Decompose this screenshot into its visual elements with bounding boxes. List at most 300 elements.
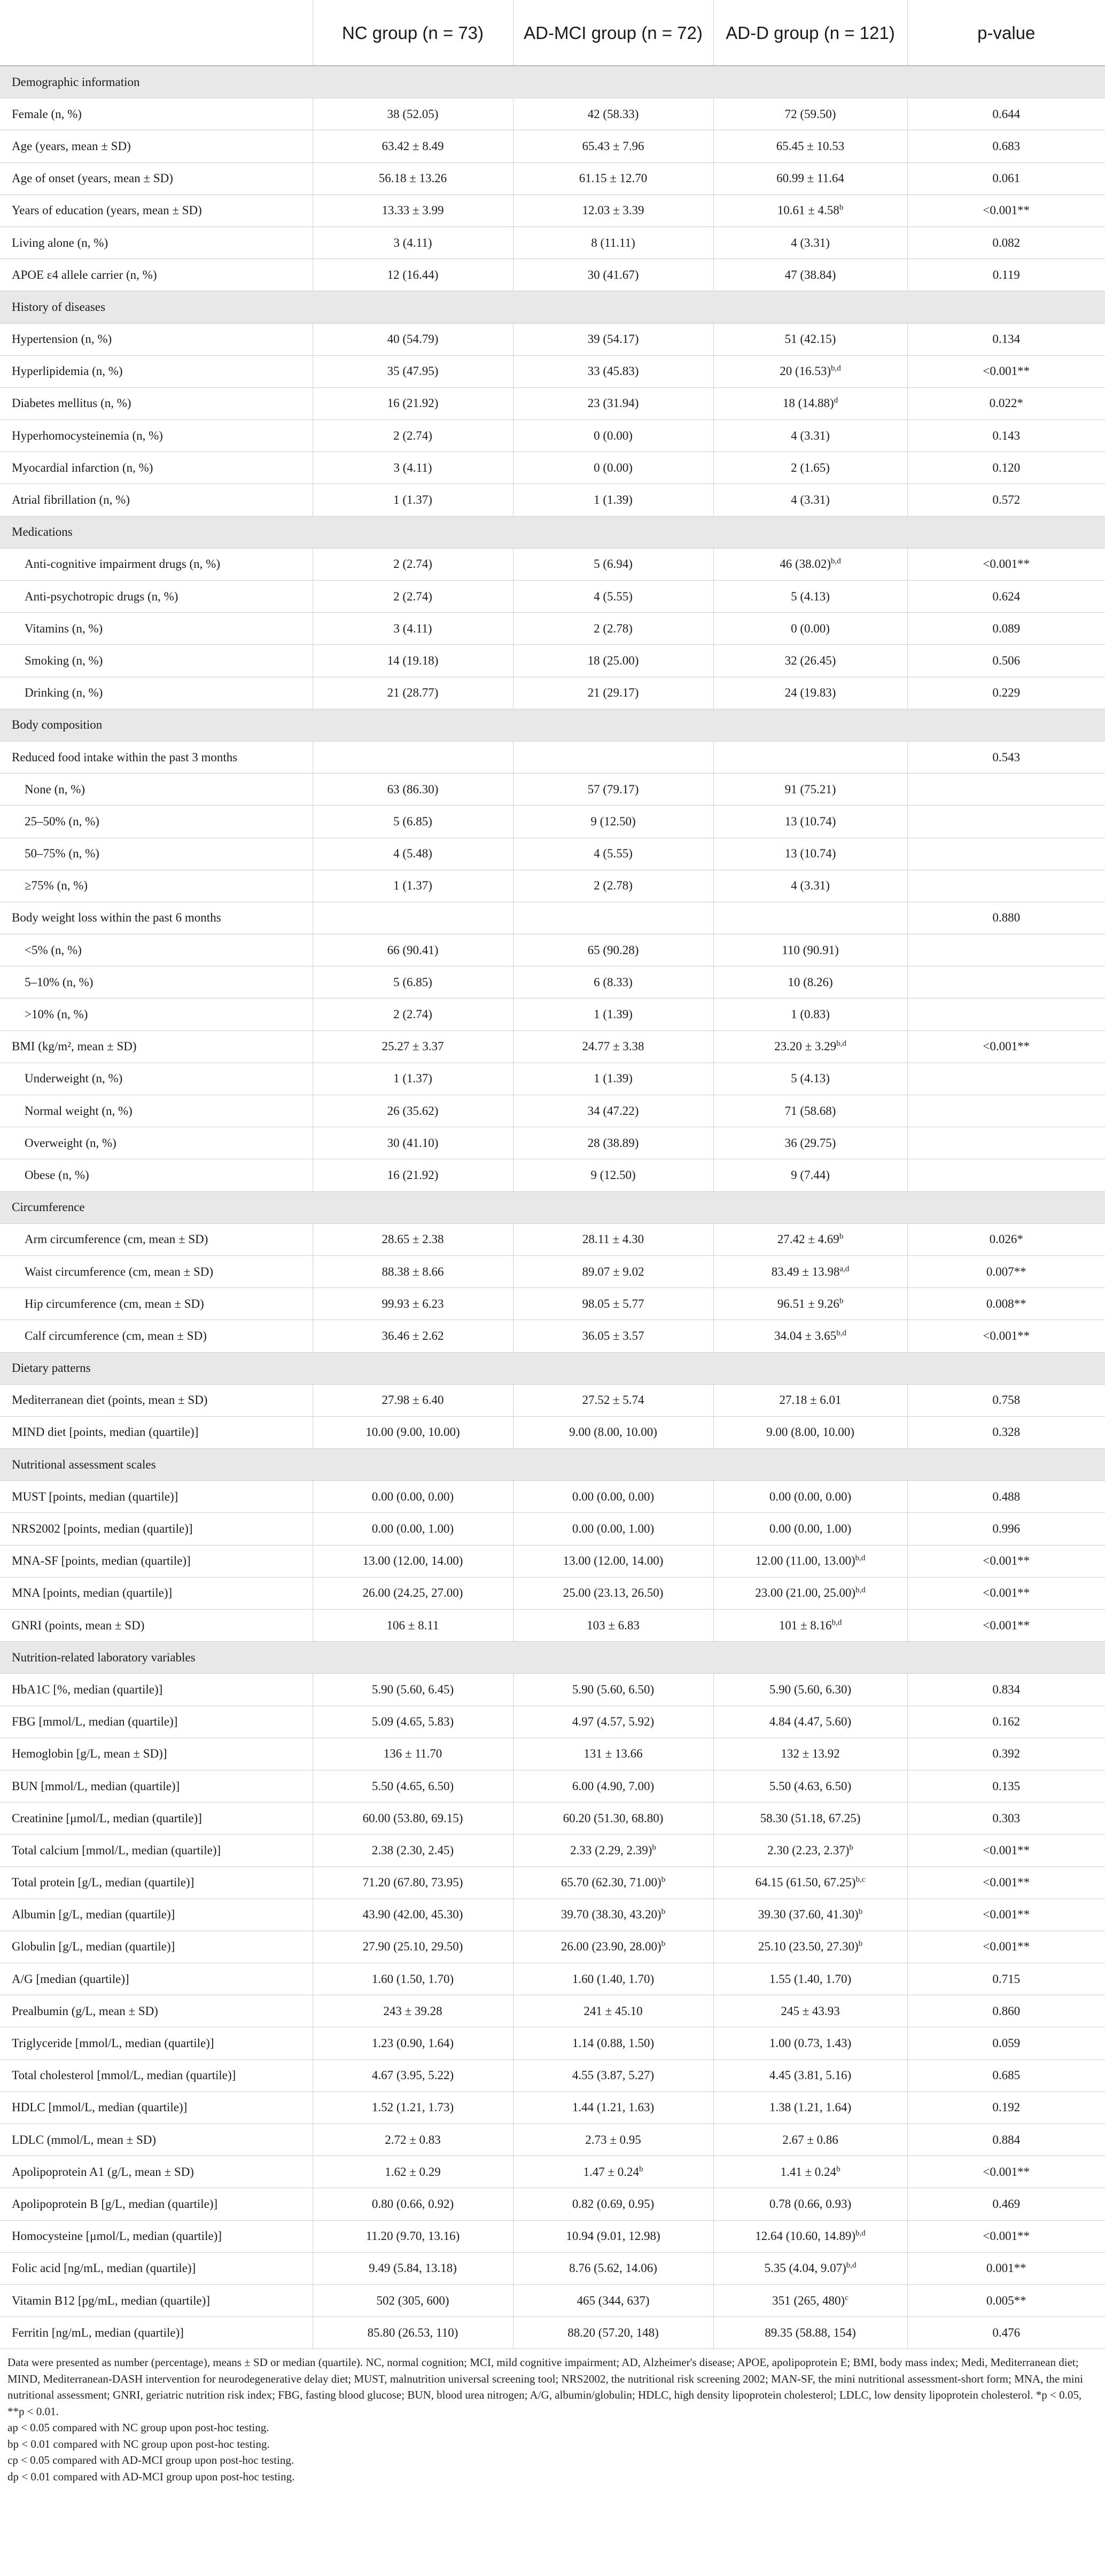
- p-value-cell: [907, 323, 1105, 355]
- nc-value-cell-text: 1.60 (1.50, 1.70): [371, 1972, 454, 1986]
- ad-d-value-cell-text: 24 (19.83): [784, 686, 836, 700]
- ad-d-value-cell-text: 91 (75.21): [784, 782, 836, 796]
- ad-d-value-cell-text: 18 (14.88): [782, 396, 834, 410]
- ad-d-value-cell-text: 20 (16.53): [780, 364, 831, 378]
- nc-value-cell-text: 10.00 (9.00, 10.00): [365, 1425, 460, 1439]
- nc-value-cell: [313, 1738, 513, 1770]
- ad-mci-value-cell: [513, 1577, 713, 1609]
- ad-d-value-cell: [713, 2124, 907, 2156]
- p-value-cell-text: <0.001**: [983, 557, 1030, 571]
- table-row: [0, 934, 1105, 966]
- p-value-cell-text: 0.007**: [986, 1264, 1026, 1278]
- header-p-value: p-value: [907, 0, 1105, 66]
- ad-d-value-cell-text: 1.55 (1.40, 1.70): [769, 1972, 852, 1986]
- variable-cell-text: Normal weight (n, %): [25, 1104, 133, 1118]
- ad-mci-value-cell: [513, 355, 713, 387]
- variable-cell-text: Hypertension (n, %): [12, 332, 112, 346]
- variable-cell-text: 25–50% (n, %): [25, 814, 99, 828]
- table-row: [0, 1674, 1105, 1706]
- nc-value-cell-text: 4 (5.48): [393, 847, 432, 861]
- variable-cell-text: Myocardial infarction (n, %): [12, 460, 153, 474]
- nc-value-cell-text: 0.80 (0.66, 0.92): [371, 2197, 454, 2211]
- ad-d-value-cell: [713, 2220, 907, 2252]
- table-row: [0, 581, 1105, 613]
- variable-cell: [0, 2027, 313, 2059]
- p-value-cell-text: 0.192: [992, 2101, 1021, 2114]
- ad-mci-value-cell: [513, 194, 713, 227]
- p-value-cell-text: 0.059: [992, 2036, 1021, 2050]
- table-row: [0, 259, 1105, 291]
- ad-mci-value-cell: [513, 1835, 713, 1867]
- variable-cell-text: Age (years, mean ± SD): [12, 139, 131, 153]
- ad-mci-value-cell: [513, 1159, 713, 1191]
- nc-value-cell-text: 0.00 (0.00, 0.00): [371, 1489, 454, 1503]
- p-value-cell: [907, 1835, 1105, 1867]
- nc-value-cell-text: 12 (16.44): [387, 268, 439, 282]
- table-row: [0, 1384, 1105, 1416]
- ad-mci-value-cell: [513, 1416, 713, 1448]
- ad-mci-value-cell-text: 131 ± 13.66: [583, 1747, 643, 1761]
- table-row: [0, 1931, 1105, 1963]
- ad-mci-value-cell-text: 39 (54.17): [587, 332, 639, 346]
- nc-value-cell: [313, 1513, 513, 1545]
- ad-d-value-cell-text: 1 (0.83): [791, 1008, 830, 1021]
- footnote-marker: d: [834, 396, 838, 405]
- ad-mci-value-cell-text: 103 ± 6.83: [587, 1618, 640, 1632]
- variable-cell: [0, 1513, 313, 1545]
- nc-value-cell: [313, 420, 513, 452]
- table-row: [0, 1481, 1105, 1513]
- variable-cell: [0, 227, 313, 259]
- nc-value-cell: [313, 355, 513, 387]
- ad-d-value-cell-text: 23.20 ± 3.29: [774, 1040, 837, 1053]
- variable-cell: [0, 98, 313, 130]
- ad-mci-value-cell-text: 65.70 (62.30, 71.00): [561, 1876, 662, 1890]
- ad-d-value-cell-text: 110 (90.91): [782, 943, 839, 957]
- p-value-cell: [907, 613, 1105, 645]
- nc-value-cell: [313, 1770, 513, 1802]
- section-header-row: [0, 1352, 1105, 1384]
- nc-value-cell-text: 66 (90.41): [387, 943, 439, 957]
- header-variable: [0, 0, 313, 66]
- variable-cell: [0, 870, 313, 902]
- table-row: [0, 1223, 1105, 1255]
- ad-d-value-cell: [713, 2059, 907, 2091]
- p-value-cell-text: 0.476: [992, 2325, 1021, 2339]
- variable-cell-text: GNRI (points, mean ± SD): [12, 1618, 145, 1632]
- ad-mci-value-cell-text: 23 (31.94): [587, 396, 639, 410]
- p-value-cell: [907, 420, 1105, 452]
- ad-d-value-cell: [713, 1384, 907, 1416]
- header-row: [0, 0, 1105, 66]
- nc-value-cell-text: 28.65 ± 2.38: [382, 1232, 444, 1246]
- variable-cell: [0, 1738, 313, 1770]
- variable-cell: [0, 1255, 313, 1287]
- p-value-cell-text: 0.089: [992, 621, 1021, 635]
- nc-value-cell-text: 5 (6.85): [393, 975, 432, 989]
- nc-value-cell: [313, 1545, 513, 1577]
- ad-mci-value-cell-text: 18 (25.00): [587, 653, 639, 667]
- p-value-cell-text: <0.001**: [983, 1940, 1030, 1954]
- table-body: [0, 66, 1105, 2349]
- variable-cell-text: Albumin [g/L, median (quartile)]: [12, 1908, 175, 1922]
- ad-mci-value-cell-text: 4 (5.55): [594, 589, 633, 603]
- variable-cell-text: Vitamin B12 [pg/mL, median (quartile)]: [12, 2293, 210, 2307]
- table-row: [0, 98, 1105, 130]
- section-header-row: [0, 709, 1105, 741]
- table-row: [0, 484, 1105, 516]
- ad-d-value-cell: [713, 806, 907, 838]
- footnote-marker: a,d: [839, 1264, 850, 1273]
- ad-d-value-cell: [713, 194, 907, 227]
- ad-d-value-cell-text: 4 (3.31): [791, 428, 830, 442]
- ad-mci-value-cell: [513, 1063, 713, 1095]
- ad-mci-value-cell: [513, 1899, 713, 1931]
- p-value-cell: [907, 1416, 1105, 1448]
- footnote-marker: b,d: [855, 1554, 866, 1563]
- nc-value-cell-text: 63 (86.30): [387, 782, 439, 796]
- table-row: [0, 162, 1105, 194]
- variable-cell-text: Ferritin [ng/mL, median (quartile)]: [12, 2325, 184, 2339]
- variable-cell-text: Globulin [g/L, median (quartile)]: [12, 1940, 175, 1954]
- nc-value-cell: [313, 2252, 513, 2284]
- ad-d-value-cell-text: 351 (265, 480): [772, 2293, 845, 2307]
- p-value-cell: [907, 1867, 1105, 1899]
- ad-mci-value-cell: [513, 2284, 713, 2316]
- p-value-cell: [907, 2188, 1105, 2220]
- ad-mci-value-cell-text: 0 (0.00): [594, 460, 633, 474]
- ad-d-value-cell: [713, 548, 907, 580]
- table-row: [0, 2220, 1105, 2252]
- variable-cell: [0, 1031, 313, 1063]
- nc-value-cell-text: 26.00 (24.25, 27.00): [362, 1586, 463, 1600]
- ad-mci-value-cell: [513, 1127, 713, 1159]
- ad-mci-value-cell-text: 1.14 (0.88, 1.50): [572, 2036, 655, 2050]
- ad-mci-value-cell: [513, 323, 713, 355]
- ad-mci-value-cell: [513, 387, 713, 419]
- ad-d-value-cell: [713, 870, 907, 902]
- ad-d-value-cell: [713, 774, 907, 806]
- variable-cell: [0, 1931, 313, 1963]
- ad-d-value-cell: [713, 1867, 907, 1899]
- nc-value-cell: [313, 1481, 513, 1513]
- ad-mci-value-cell: [513, 2252, 713, 2284]
- ad-mci-value-cell: [513, 548, 713, 580]
- ad-mci-value-cell: [513, 1770, 713, 1802]
- variable-cell-text: <5% (n, %): [25, 943, 82, 957]
- variable-cell-text: None (n, %): [25, 782, 85, 796]
- variable-cell: [0, 420, 313, 452]
- table-row: [0, 613, 1105, 645]
- nc-value-cell: [313, 2027, 513, 2059]
- ad-d-value-cell: [713, 1255, 907, 1287]
- ad-d-value-cell-text: 46 (38.02): [780, 557, 831, 571]
- p-value-cell: [907, 1899, 1105, 1931]
- variable-cell-text: Hyperlipidemia (n, %): [12, 364, 123, 378]
- nc-value-cell-text: 16 (21.92): [387, 396, 439, 410]
- nc-value-cell: [313, 1802, 513, 1835]
- variable-cell-text: Anti-cognitive impairment drugs (n, %): [25, 557, 221, 571]
- ad-d-value-cell-text: 4 (3.31): [791, 493, 830, 507]
- nc-value-cell-text: 26 (35.62): [387, 1104, 439, 1118]
- table-row: [0, 838, 1105, 870]
- ad-mci-value-cell-text: 61.15 ± 12.70: [579, 171, 648, 185]
- nc-value-cell-text: 88.38 ± 8.66: [382, 1264, 444, 1278]
- p-value-cell-text: <0.001**: [983, 1586, 1030, 1600]
- ad-d-value-cell: [713, 1288, 907, 1320]
- table-row: [0, 1577, 1105, 1609]
- table-row: [0, 1416, 1105, 1448]
- ad-mci-value-cell-text: 10.94 (9.01, 12.98): [566, 2229, 660, 2243]
- footnote-marker: b,c: [855, 1875, 866, 1884]
- ad-d-value-cell-text: 0.78 (0.66, 0.93): [769, 2197, 852, 2211]
- nc-value-cell-text: 27.98 ± 6.40: [382, 1393, 444, 1407]
- p-value-cell-text: 0.061: [992, 171, 1021, 185]
- table-row: [0, 1738, 1105, 1770]
- p-value-cell: [907, 2027, 1105, 2059]
- ad-d-value-cell-text: 12.64 (10.60, 14.89): [755, 2229, 856, 2243]
- p-value-cell-text: <0.001**: [983, 1843, 1030, 1857]
- nc-value-cell: [313, 1031, 513, 1063]
- p-value-cell-text: 0.229: [992, 686, 1021, 700]
- nc-value-cell: [313, 1320, 513, 1352]
- nc-value-cell: [313, 227, 513, 259]
- variable-cell: [0, 1706, 313, 1738]
- variable-cell-text: Drinking (n, %): [25, 686, 103, 700]
- ad-mci-value-cell-text: 1 (1.39): [594, 1008, 633, 1021]
- nc-value-cell-text: 63.42 ± 8.49: [382, 139, 444, 153]
- ad-d-value-cell-text: 27.18 ± 6.01: [779, 1393, 842, 1407]
- table-row: [0, 194, 1105, 227]
- nc-value-cell: [313, 1963, 513, 1995]
- variable-cell-text: Vitamins (n, %): [25, 621, 103, 635]
- variable-cell-text: NRS2002 [points, median (quartile)]: [12, 1522, 193, 1536]
- nc-value-cell: [313, 613, 513, 645]
- variable-cell: [0, 2156, 313, 2188]
- ad-mci-value-cell-text: 36.05 ± 3.57: [582, 1329, 644, 1342]
- nc-value-cell-text: 3 (4.11): [393, 460, 432, 474]
- ad-d-value-cell: [713, 1513, 907, 1545]
- ad-d-value-cell-text: 9.00 (8.00, 10.00): [766, 1425, 854, 1439]
- section-title: Nutrition-related laboratory variables: [0, 1642, 1105, 1674]
- variable-cell-text: Atrial fibrillation (n, %): [12, 493, 130, 507]
- section-title: Circumference: [0, 1191, 1105, 1223]
- nc-value-cell: [313, 259, 513, 291]
- variable-cell-text: Waist circumference (cm, mean ± SD): [25, 1264, 214, 1278]
- ad-d-value-cell-text: 36 (29.75): [784, 1136, 836, 1150]
- p-value-cell-text: 0.685: [992, 2068, 1021, 2082]
- ad-mci-value-cell-text: 4 (5.55): [594, 847, 633, 861]
- p-value-cell: [907, 484, 1105, 516]
- ad-d-value-cell: [713, 1481, 907, 1513]
- nc-value-cell-text: 38 (52.05): [387, 107, 439, 121]
- variable-cell: [0, 162, 313, 194]
- p-value-cell-text: <0.001**: [983, 364, 1030, 378]
- nc-value-cell-text: 71.20 (67.80, 73.95): [362, 1876, 463, 1890]
- variable-cell: [0, 998, 313, 1031]
- ad-mci-value-cell-text: 39.70 (38.30, 43.20): [561, 1908, 662, 1922]
- variable-cell-text: Hip circumference (cm, mean ± SD): [25, 1297, 204, 1310]
- nc-value-cell: [313, 1288, 513, 1320]
- nc-value-cell: [313, 1063, 513, 1095]
- ad-mci-value-cell-text: 65.43 ± 7.96: [582, 139, 644, 153]
- nc-value-cell: [313, 2220, 513, 2252]
- table-row: [0, 548, 1105, 580]
- variable-cell-text: Underweight (n, %): [25, 1072, 123, 1086]
- p-value-cell: [907, 1706, 1105, 1738]
- ad-mci-value-cell-text: 465 (344, 637): [577, 2293, 650, 2307]
- ad-d-value-cell: [713, 1802, 907, 1835]
- nc-value-cell-text: 0.00 (0.00, 1.00): [371, 1522, 454, 1536]
- p-value-cell: [907, 1770, 1105, 1802]
- table-row: [0, 774, 1105, 806]
- p-value-cell: [907, 2091, 1105, 2124]
- nc-value-cell-text: 1.52 (1.21, 1.73): [371, 2101, 454, 2114]
- nc-value-cell-text: 40 (54.79): [387, 332, 439, 346]
- header-ad-mci-group: AD-MCI group (n = 72): [513, 0, 713, 66]
- ad-d-value-cell: [713, 645, 907, 677]
- variable-cell: [0, 1802, 313, 1835]
- ad-mci-value-cell-text: 88.20 (57.20, 148): [567, 2325, 659, 2339]
- table-row: [0, 1159, 1105, 1191]
- ad-mci-value-cell-text: 21 (29.17): [587, 686, 639, 700]
- footnote-marker: b: [652, 1843, 656, 1852]
- ad-d-value-cell: [713, 741, 907, 773]
- nc-value-cell-text: 243 ± 39.28: [383, 2004, 442, 2018]
- ad-mci-value-cell: [513, 1481, 713, 1513]
- ad-mci-value-cell: [513, 452, 713, 484]
- ad-d-value-cell: [713, 1127, 907, 1159]
- p-value-cell: [907, 741, 1105, 773]
- variable-cell-text: Living alone (n, %): [12, 236, 108, 249]
- ad-d-value-cell: [713, 1159, 907, 1191]
- nc-value-cell: [313, 581, 513, 613]
- p-value-cell: [907, 902, 1105, 934]
- table-row: [0, 966, 1105, 998]
- nc-value-cell: [313, 934, 513, 966]
- variable-cell: [0, 1835, 313, 1867]
- ad-d-value-cell: [713, 934, 907, 966]
- ad-mci-value-cell-text: 57 (79.17): [587, 782, 639, 796]
- ad-d-value-cell: [713, 1770, 907, 1802]
- p-value-cell-text: 0.119: [992, 268, 1020, 282]
- footnote-marker: b,d: [855, 1586, 866, 1595]
- nc-value-cell-text: 5.90 (5.60, 6.45): [371, 1682, 454, 1696]
- section-header-row: [0, 1191, 1105, 1223]
- p-value-cell: [907, 98, 1105, 130]
- table-row: [0, 677, 1105, 709]
- ad-d-value-cell-text: 2.30 (2.23, 2.37): [767, 1843, 850, 1857]
- variable-cell-text: HbA1C [%, median (quartile)]: [12, 1682, 163, 1696]
- nc-value-cell: [313, 1706, 513, 1738]
- variable-cell: [0, 902, 313, 934]
- ad-d-value-cell: [713, 581, 907, 613]
- ad-mci-value-cell: [513, 1223, 713, 1255]
- section-header-row: [0, 1449, 1105, 1481]
- footnote-marker: b: [661, 1875, 666, 1884]
- nc-value-cell-text: 2 (2.74): [393, 428, 432, 442]
- footnote: cp < 0.05 compared with AD-MCI group upon post-hoc testing.: [7, 2454, 294, 2467]
- nc-value-cell: [313, 1867, 513, 1899]
- ad-mci-value-cell-text: 9 (12.50): [590, 814, 636, 828]
- ad-mci-value-cell-text: 34 (47.22): [587, 1104, 639, 1118]
- nc-value-cell: [313, 162, 513, 194]
- nc-value-cell-text: 136 ± 11.70: [383, 1747, 442, 1761]
- ad-d-value-cell-text: 4.45 (3.81, 5.16): [769, 2068, 852, 2082]
- ad-d-value-cell-text: 4 (3.31): [791, 879, 830, 893]
- ad-d-value-cell: [713, 1545, 907, 1577]
- table-row: [0, 2059, 1105, 2091]
- table-row: [0, 2027, 1105, 2059]
- ad-d-value-cell: [713, 1031, 907, 1063]
- p-value-cell: [907, 2124, 1105, 2156]
- variable-cell-text: Age of onset (years, mean ± SD): [12, 171, 173, 185]
- footnote: ap < 0.05 compared with NC group upon post-hoc testing.: [7, 2421, 269, 2434]
- variable-cell: [0, 2188, 313, 2220]
- variable-cell-text: Female (n, %): [12, 107, 82, 121]
- nc-value-cell-text: 2 (2.74): [393, 589, 432, 603]
- p-value-cell-text: 0.488: [992, 1489, 1021, 1503]
- p-value-cell-text: 0.884: [992, 2133, 1021, 2146]
- variable-cell: [0, 130, 313, 162]
- p-value-cell-text: 0.135: [992, 1779, 1021, 1793]
- table-row: [0, 1031, 1105, 1063]
- ad-mci-value-cell-text: 6 (8.33): [594, 975, 633, 989]
- variable-cell: [0, 774, 313, 806]
- variable-cell: [0, 1223, 313, 1255]
- footnote-marker: b: [639, 2165, 643, 2174]
- nc-value-cell: [313, 1255, 513, 1287]
- ad-d-value-cell-text: 13 (10.74): [784, 847, 836, 861]
- nc-value-cell: [313, 774, 513, 806]
- ad-d-value-cell-text: 65.45 ± 10.53: [776, 139, 845, 153]
- variable-cell: [0, 1577, 313, 1609]
- table-row: [0, 420, 1105, 452]
- table-row: [0, 2188, 1105, 2220]
- p-value-cell: [907, 227, 1105, 259]
- variable-cell-text: BMI (kg/m², mean ± SD): [12, 1040, 137, 1053]
- p-value-cell: [907, 838, 1105, 870]
- p-value-cell: [907, 1577, 1105, 1609]
- variable-cell: [0, 1384, 313, 1416]
- ad-d-value-cell-text: 58.30 (51.18, 67.25): [760, 1811, 861, 1825]
- nc-value-cell-text: 14 (19.18): [387, 653, 439, 667]
- p-value-cell: [907, 1931, 1105, 1963]
- section-header-row: [0, 291, 1105, 323]
- nc-value-cell-text: 5.50 (4.65, 6.50): [371, 1779, 454, 1793]
- ad-d-value-cell-text: 0.00 (0.00, 0.00): [769, 1489, 852, 1503]
- ad-mci-value-cell: [513, 484, 713, 516]
- p-value-cell: [907, 1674, 1105, 1706]
- p-value-cell-text: 0.303: [992, 1811, 1021, 1825]
- ad-d-value-cell: [713, 677, 907, 709]
- ad-mci-value-cell-text: 0 (0.00): [594, 428, 633, 442]
- variable-cell-text: Diabetes mellitus (n, %): [12, 396, 131, 410]
- nc-value-cell-text: 27.90 (25.10, 29.50): [362, 1940, 463, 1954]
- nc-value-cell-text: 13.33 ± 3.99: [382, 204, 444, 217]
- variable-cell-text: Years of education (years, mean ± SD): [12, 204, 202, 217]
- ad-mci-value-cell: [513, 741, 713, 773]
- ad-mci-value-cell: [513, 259, 713, 291]
- ad-mci-value-cell: [513, 806, 713, 838]
- ad-mci-value-cell-text: 2.73 ± 0.95: [585, 2133, 641, 2146]
- variable-cell: [0, 355, 313, 387]
- footnote-marker: b: [661, 1907, 666, 1916]
- nc-value-cell: [313, 1835, 513, 1867]
- section-header-row: [0, 516, 1105, 548]
- variable-cell: [0, 548, 313, 580]
- variable-cell-text: FBG [mmol/L, median (quartile)]: [12, 1715, 178, 1729]
